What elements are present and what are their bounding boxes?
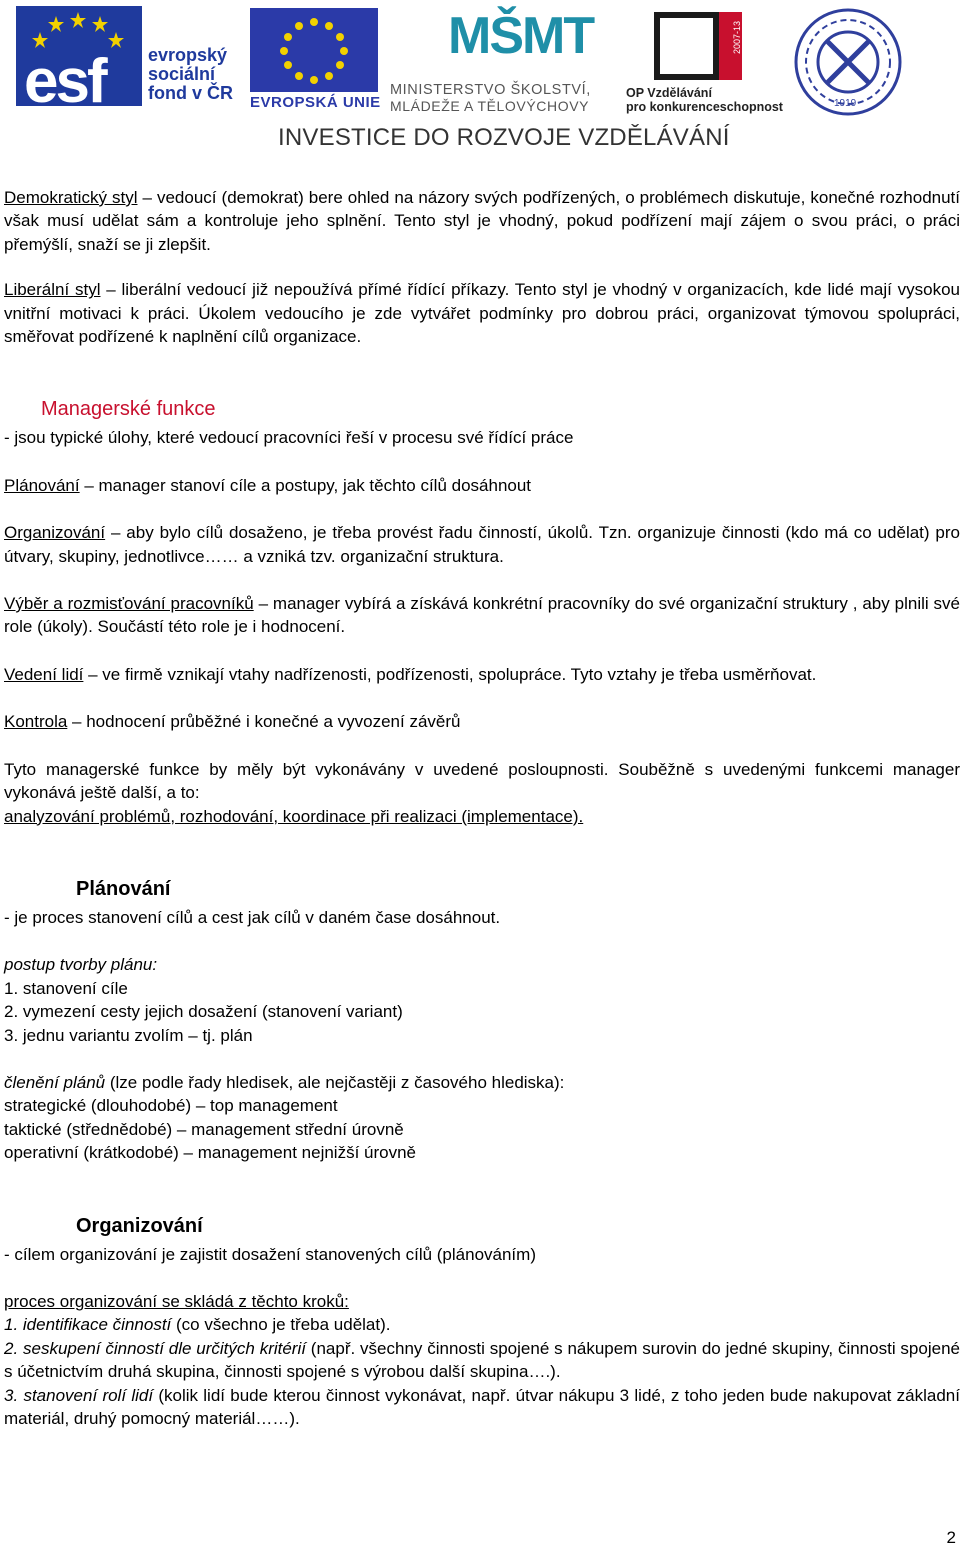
paragraph-organizovani <box>4 521 960 568</box>
msmt-line-1: MINISTERSTVO ŠKOLSTVÍ, <box>390 82 591 98</box>
gear-seal-icon <box>792 6 904 118</box>
esf-flag-icon <box>16 6 142 106</box>
esf-logo <box>16 6 244 106</box>
seal-logo <box>792 6 904 118</box>
svg-text:esf: esf <box>24 47 105 106</box>
svg-text:1919: 1919 <box>834 98 857 109</box>
page-number: 2 <box>946 1528 956 1547</box>
krok-2-term: 2. seskupení činností dle určitých kritérií <box>4 1338 306 1358</box>
msmt-logo <box>386 4 618 116</box>
proces-organizovani <box>4 1290 960 1430</box>
text-liberalni-styl: – liberální vedoucí již nepoužívá přímé řídící příkazy. Tento styl je vhodný v organizacích, kde lidé mají vysokou vnitřní motivaci k práci. Úkolem vedoucího je zde vytvářet podmínky pro dobrou práci, organizovat týmovou spolupráci, směřovat podřízené k naplnění cílů organizace. <box>4 280 960 347</box>
op-logo <box>624 8 783 116</box>
term-organizovani: Organizování <box>4 523 106 543</box>
msmt-line-2: MLÁDEŽE A TĚLOVÝCHOVY <box>390 98 590 114</box>
managerske-intro: - jsou typické úlohy, které vedoucí pracovníci řeší v procesu své řídící práce <box>4 428 574 448</box>
esf-text-line-3: fond v ČR <box>148 83 233 103</box>
svg-text:2007-13: 2007-13 <box>732 20 742 54</box>
heading-organizovani: Organizování <box>76 1214 203 1237</box>
text-tyto-underlined: analyzování problémů, rozhodování, koordinace při realizaci (implementace). <box>4 806 584 826</box>
krok-3-term: 3. stanovení rolí lidí <box>4 1385 154 1405</box>
cleneni-item-2: taktické (střednědobé) – management střední úrovně <box>4 1119 404 1139</box>
paragraph-vedeni <box>4 663 960 686</box>
eu-logo <box>250 8 380 110</box>
investice-tagline: INVESTICE DO ROZVOJE VZDĚLÁVÁNÍ <box>278 124 730 151</box>
paragraph-liberalni-styl <box>4 278 960 348</box>
text-vyber: – manager vybírá a získává konkrétní pracovníky do své organizační struktury , aby plnili své role (úkoly). Součástí této role je i hodnocení. <box>4 594 960 637</box>
esf-text-line-2: sociální <box>148 64 216 84</box>
term-planovani: Plánování <box>4 475 80 495</box>
text-demokraticky-styl: – vedoucí (demokrat) bere ohled na názory svých podřízených, o problémech diskutuje, konečné rozhodnutí však musí udělat sám a kontroluje jeho splnění. Tento styl je vhodný, pokud podřízení mají zájem o svou práci, o práci přemýšlí, snaží se ji zlepšit. <box>4 188 960 254</box>
op-text-line-1: OP Vzdělávání <box>626 86 712 100</box>
cleneni-item-1: strategické (dlouhodobé) – top management <box>4 1096 338 1116</box>
heading-managerske-funkce: Managerské funkce <box>41 398 216 421</box>
postup-item-1: 1. stanovení cíle <box>4 978 128 998</box>
cleneni-item-3: operativní (krátkodobé) – management nejnižší úrovně <box>4 1143 417 1163</box>
proces-label: proces organizování se skládá z těchto kroků: <box>4 1291 349 1311</box>
postup-item-2: 2. vymezení cesty jejich dosažení (stanovení variant) <box>4 1002 403 1022</box>
cleneni-planu <box>4 1071 960 1165</box>
cleneni-text: (lze podle řady hledisek, ale nejčastěji z časového hlediska): <box>105 1072 565 1092</box>
postup-label: postup tvorby plánu: <box>4 955 158 975</box>
op-text <box>626 86 783 114</box>
term-demokraticky-styl: Demokratický styl <box>4 188 138 207</box>
msmt-mark: MŠMT <box>448 7 594 65</box>
op-text-line-2: pro konkurenceschopnost <box>626 100 783 114</box>
esf-text <box>148 46 233 103</box>
postup-item-3: 3. jednu variantu zvolím – tj. plán <box>4 1025 253 1045</box>
paragraph-tyto-funkce <box>4 758 960 828</box>
krok-2-text: (např. všechny činnosti spojené s nákupem surovin do jedné skupiny, činnosti spojené s účetnictvím druhá skupina, činnosti spojené s výrobou další skupina….). <box>4 1338 960 1382</box>
eu-flag-icon <box>250 8 378 92</box>
krok-3-text: (kolik lidí bude kterou činnost vykonávat, např. útvar nákupu 3 lidé, z toho jeden bude nakupovat základní materiál, druhý pomocný materiál……). <box>4 1385 960 1428</box>
paragraph-planovani <box>4 474 960 497</box>
krok-1-text: (co všechno je třeba udělat). <box>171 1315 391 1335</box>
term-liberalni-styl: Liberální styl <box>4 280 101 300</box>
page-header <box>0 0 960 160</box>
text-planovani: – manager stanoví cíle a postupy, jak těchto cílů dosáhnout <box>79 475 532 495</box>
eu-label: EVROPSKÁ UNIE <box>250 94 381 111</box>
text-vedeni: – ve firmě vznikají vtahy nadřízenosti, podřízenosti, spolupráce. Tyto vztahy je třeba usměrňovat. <box>83 664 817 684</box>
op-shape-icon <box>624 8 769 84</box>
organizovani-definition: - cílem organizování je zajistit dosažení stanovených cílů (plánováním) <box>4 1244 536 1264</box>
heading-planovani: Plánování <box>76 877 171 900</box>
text-kontrola: – hodnocení průběžné i konečné a vyvození závěrů <box>67 712 461 732</box>
eu-stars-icon <box>250 8 378 92</box>
paragraph-demokraticky-styl <box>4 186 960 256</box>
term-vyber: Výběr a rozmisťování pracovníků <box>4 594 254 614</box>
esf-stars-icon <box>16 6 142 106</box>
esf-text-line-1: evropský <box>148 45 228 65</box>
term-vedeni: Vedení lidí <box>4 664 84 684</box>
paragraph-vyber <box>4 592 960 639</box>
postup-tvorby-planu <box>4 953 960 1047</box>
text-organizovani: – aby bylo cílů dosaženo, je třeba provést řadu činností, úkolů. Tzn. organizuje činnosti (kdo má co udělat) pro útvary, skupiny, jednotlivce…… a vzniká tzv. organizační struktura. <box>4 523 960 566</box>
text-tyto-funkce: Tyto managerské funkce by měly být vykonávány v uvedené posloupnosti. Souběžně s uvedenými funkcemi manager vykonává ještě další, a to: <box>4 759 960 803</box>
planovani-definition: - je proces stanovení cílů a cest jak cílů v daném čase dosáhnout. <box>4 907 501 927</box>
cleneni-label: členění plánů <box>4 1072 106 1092</box>
document-body <box>4 186 960 1430</box>
term-kontrola: Kontrola <box>4 712 68 732</box>
paragraph-kontrola <box>4 710 960 733</box>
krok-1-term: 1. identifikace činností <box>4 1315 172 1335</box>
